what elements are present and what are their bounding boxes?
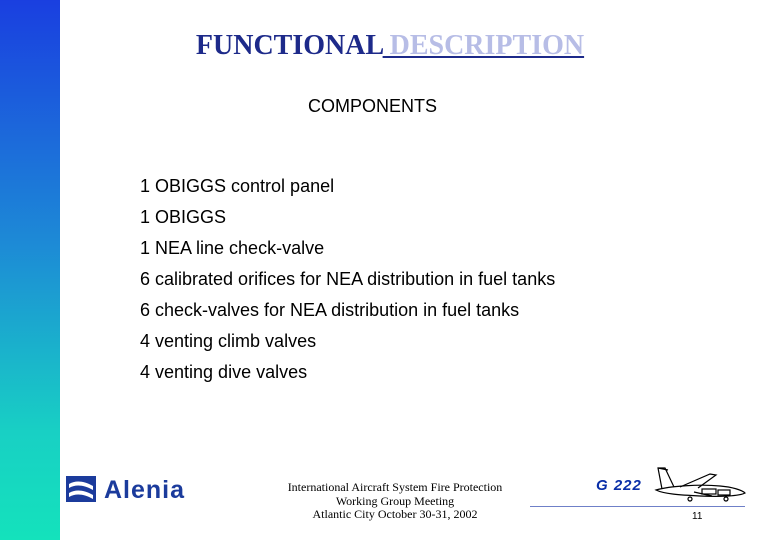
list-item: 6 calibrated orifices for NEA distribution in fuel tanks xyxy=(140,269,556,289)
gradient-sidebar xyxy=(0,0,60,540)
aircraft-icon xyxy=(650,462,750,506)
slide-subtitle: COMPONENTS xyxy=(307,96,437,116)
slide-title xyxy=(0,30,780,62)
title-word-functional: FUNCTIONAL xyxy=(195,30,383,61)
footer-divider xyxy=(530,506,745,507)
list-item: 1 OBIGGS xyxy=(140,207,227,227)
page-number: 11 xyxy=(692,511,703,522)
list-item: 4 venting dive valves xyxy=(140,362,308,382)
list-item: 4 venting climb valves xyxy=(140,331,317,351)
footer-event-info xyxy=(270,481,520,522)
components-list xyxy=(140,174,555,391)
footer-line: International Aircraft System Fire Protection xyxy=(287,480,503,494)
aircraft-code: G 222 xyxy=(596,477,642,494)
footer-line: Working Group Meeting xyxy=(335,493,455,508)
list-item: 1 NEA line check-valve xyxy=(140,238,325,258)
list-item: 1 OBIGGS control panel xyxy=(140,176,335,196)
list-item: 6 check-valves for NEA distribution in fuel tanks xyxy=(140,300,520,320)
footer-line: Atlantic City October 30-31, 2002 xyxy=(312,507,478,521)
title-word-description: DESCRIPTION xyxy=(382,30,585,61)
logo-wordmark: Alenia xyxy=(104,476,186,504)
